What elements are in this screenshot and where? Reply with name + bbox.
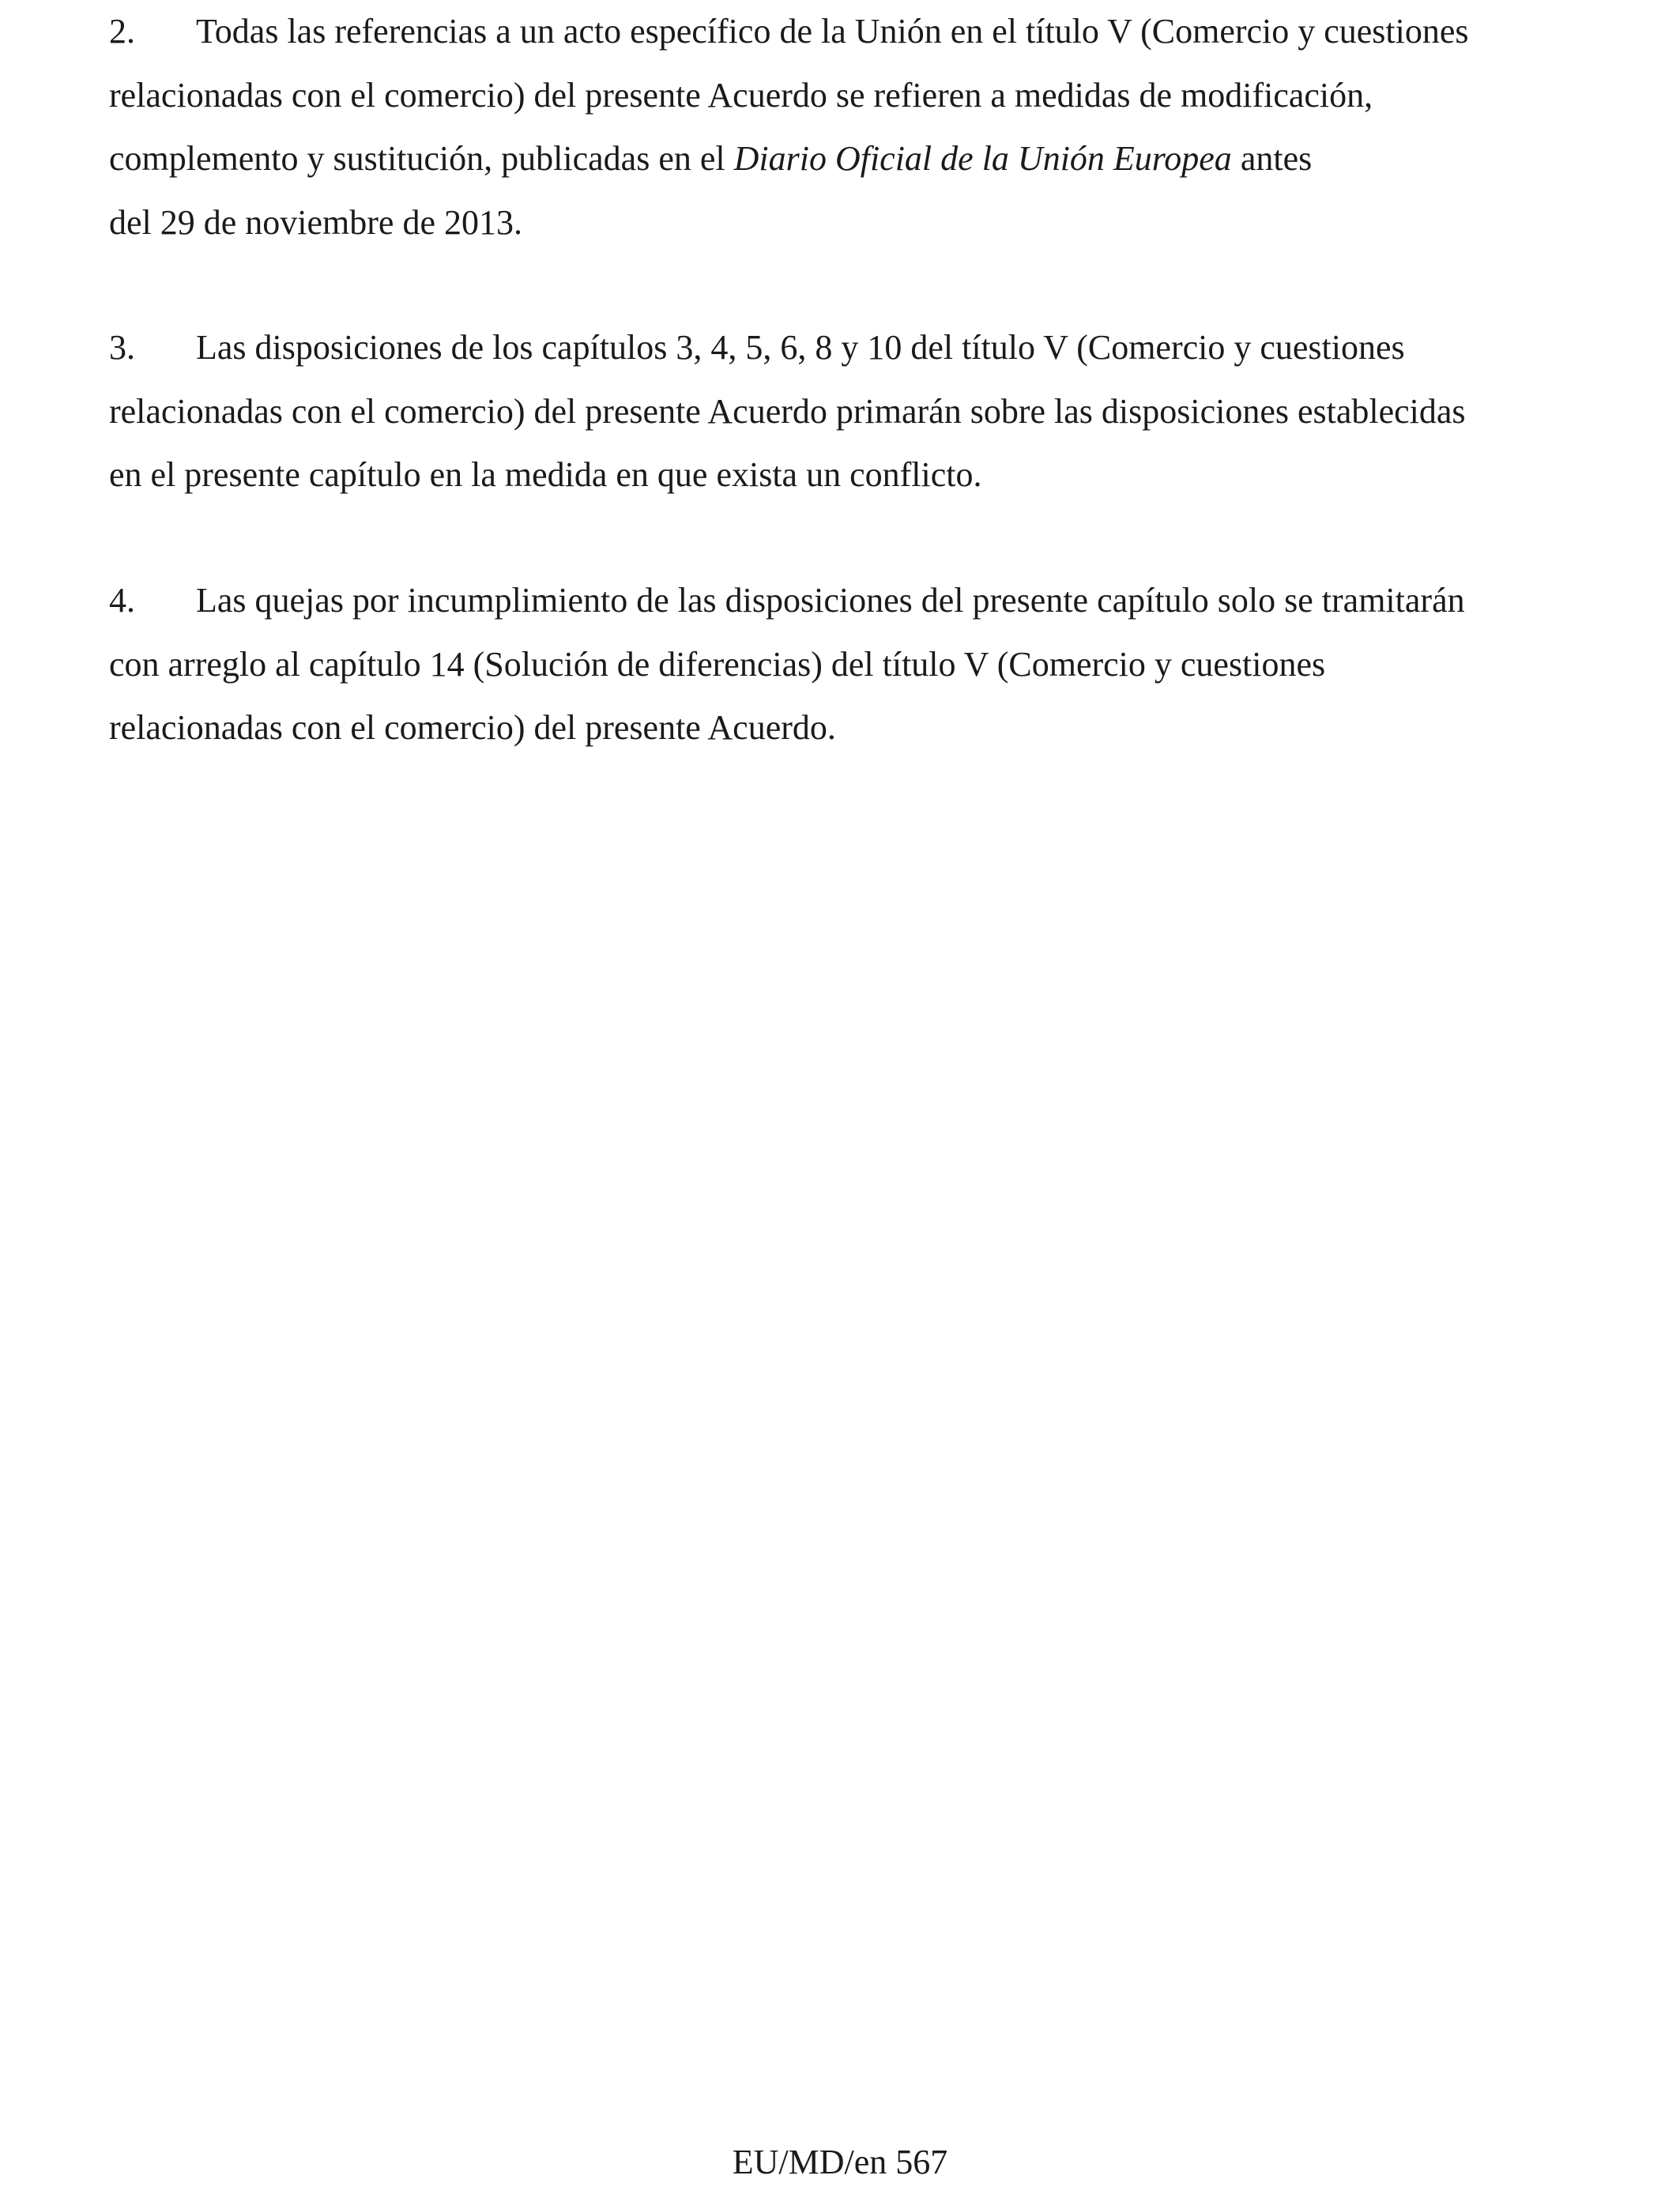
paragraph-3-line-1: 3. Las disposiciones de los capítulos 3, 4, 5, 6, 8 y 10 del título V (Comercio y cuestiones <box>109 316 1579 380</box>
paragraph-number: 4. <box>109 581 135 620</box>
paragraph-3-line-3: en el presente capítulo en la medida en que exista un conflicto. <box>109 455 982 494</box>
paragraph-2-line-3: complemento y sustitución, publicadas en el Diario Oficial de la Unión Europea antes <box>109 139 1313 178</box>
page-footer: EU/MD/en 567 <box>732 2143 948 2181</box>
paragraph-3 <box>109 316 1579 507</box>
paragraph-number: 2. <box>109 12 135 51</box>
paragraph-4-line-2: con arreglo al capítulo 14 (Solución de diferencias) del título V (Comercio y cuestiones <box>109 644 1326 684</box>
journal-title: Diario Oficial de la Unión Europea <box>733 139 1232 178</box>
paragraph-4-line-1: 4. Las quejas por incumplimiento de las disposiciones del presente capítulo solo se tramitarán <box>109 569 1579 633</box>
paragraph-3-line-2: relacionadas con el comercio) del presente Acuerdo primarán sobre las disposiciones establecidas <box>109 391 1466 431</box>
paragraph-2-line-2: relacionadas con el comercio) del presente Acuerdo se refieren a medidas de modificación, <box>109 75 1373 115</box>
paragraph-2-line-1: 2. Todas las referencias a un acto específico de la Unión en el título V (Comercio y cuestiones <box>109 0 1579 64</box>
paragraph-2-line-4: del 29 de noviembre de 2013. <box>109 202 522 242</box>
paragraph-2 <box>109 0 1579 254</box>
paragraph-4-line-3: relacionadas con el comercio) del presente Acuerdo. <box>109 708 836 747</box>
paragraph-number: 3. <box>109 328 135 367</box>
paragraph-4 <box>109 569 1579 760</box>
